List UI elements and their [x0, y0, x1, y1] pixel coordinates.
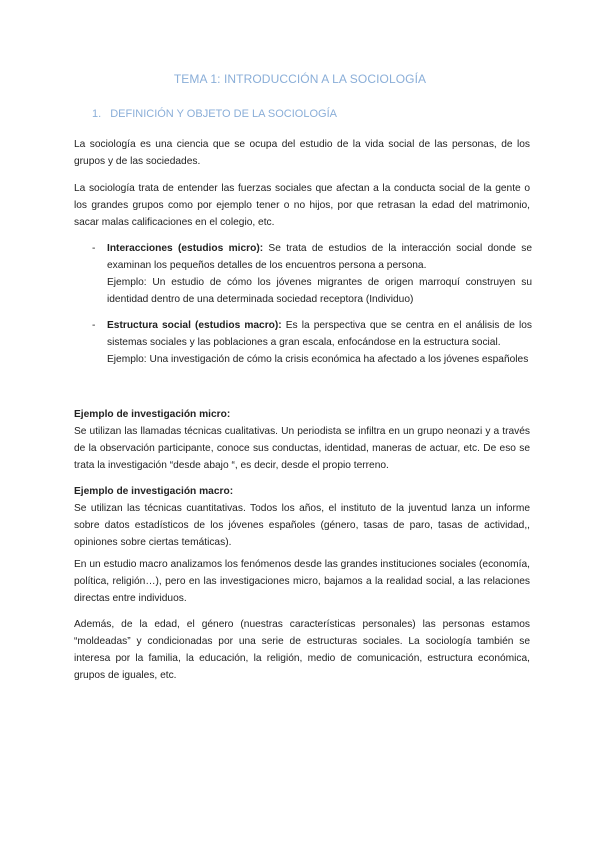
bullet-macro — [92, 317, 532, 368]
bullet-text: Se trata de estudios de la interacción social donde se examinan los pequeños detalles de los encuentros persona a persona. — [107, 243, 532, 271]
paragraph-definition: La sociología es una ciencia que se ocupa del estudio de la vida social de las personas, de los grupos y de las sociedades. — [74, 139, 530, 167]
paragraph-structures: Además, de la edad, el género (nuestras características personales) las personas estamos “moldeadas” y condicionadas por una serie de estructuras sociales. La sociología también se interesa por la familia, la educación, la religión, medio de comunicación, estructura económica, grupos de iguales, etc. — [74, 619, 530, 681]
paragraph-forces: La sociología trata de entender las fuerzas sociales que afectan a la conducta social de la gente o los grandes grupos como por ejemplo tener o no hijos, por que retrasan la edad del matrimonio, sacar malas calificaciones en el colegio, etc. — [74, 183, 530, 228]
document-title: TEMA 1: INTRODUCCIÓN A LA SOCIOLOGÍA — [173, 72, 427, 86]
bullet-label: Estructura social (estudios macro): — [107, 320, 282, 331]
macro-example-text: Se utilizan las técnicas cuantitativas. Todos los años, el instituto de la juventud lanza un informe sobre datos estadísticos de los jóvenes españoles (género, tasas de paro, tasas de actividad,, opiniones sobre ciertas temáticas). — [74, 503, 530, 548]
micro-example-heading: Ejemplo de investigación micro: — [74, 409, 231, 420]
section-number: 1. — [92, 108, 102, 120]
macro-example-heading: Ejemplo de investigación macro: — [74, 486, 234, 497]
micro-example-text: Se utilizan las llamadas técnicas cualitativas. Un periodista se infiltra en un grupo neonazi y a través de la observación participante, conoce sus conductas, identidad, maneras de actuar, etc. De eso se trata la investigación “desde abajo “, es decir, desde el propio terreno. — [74, 426, 530, 471]
paragraph-macro-micro: En un estudio macro analizamos los fenómenos desde las grandes instituciones sociales (economía, política, religión…), pero en las investigaciones micro, bajamos a la realidad social, a las relaciones directas entre individuos. — [74, 559, 530, 604]
bullet-dash: - — [92, 243, 96, 254]
micro-example-block — [74, 406, 530, 474]
section-heading-text: DEFINICIÓN Y OBJETO DE LA SOCIOLOGÍA — [110, 108, 337, 120]
bullet-example: Ejemplo: Un estudio de cómo los jóvenes migrantes de origen marroquí construyen su identidad dentro de una determinada sociedad receptora (Individuo) — [107, 277, 532, 305]
section-heading — [92, 108, 337, 120]
bullet-body — [107, 317, 532, 368]
bullet-example: Ejemplo: Una investigación de cómo la crisis económica ha afectado a los jóvenes españoles — [107, 354, 529, 365]
bullet-micro — [92, 240, 532, 308]
bullet-dash: - — [92, 320, 96, 331]
bullet-text: Es la perspectiva que se centra en el análisis de los sistemas sociales y las poblaciones a gran escala, enfocándose en la estructura social. — [107, 320, 532, 348]
macro-example-block — [74, 483, 530, 551]
bullet-body — [107, 240, 532, 308]
bullet-label: Interacciones (estudios micro): — [107, 243, 264, 254]
